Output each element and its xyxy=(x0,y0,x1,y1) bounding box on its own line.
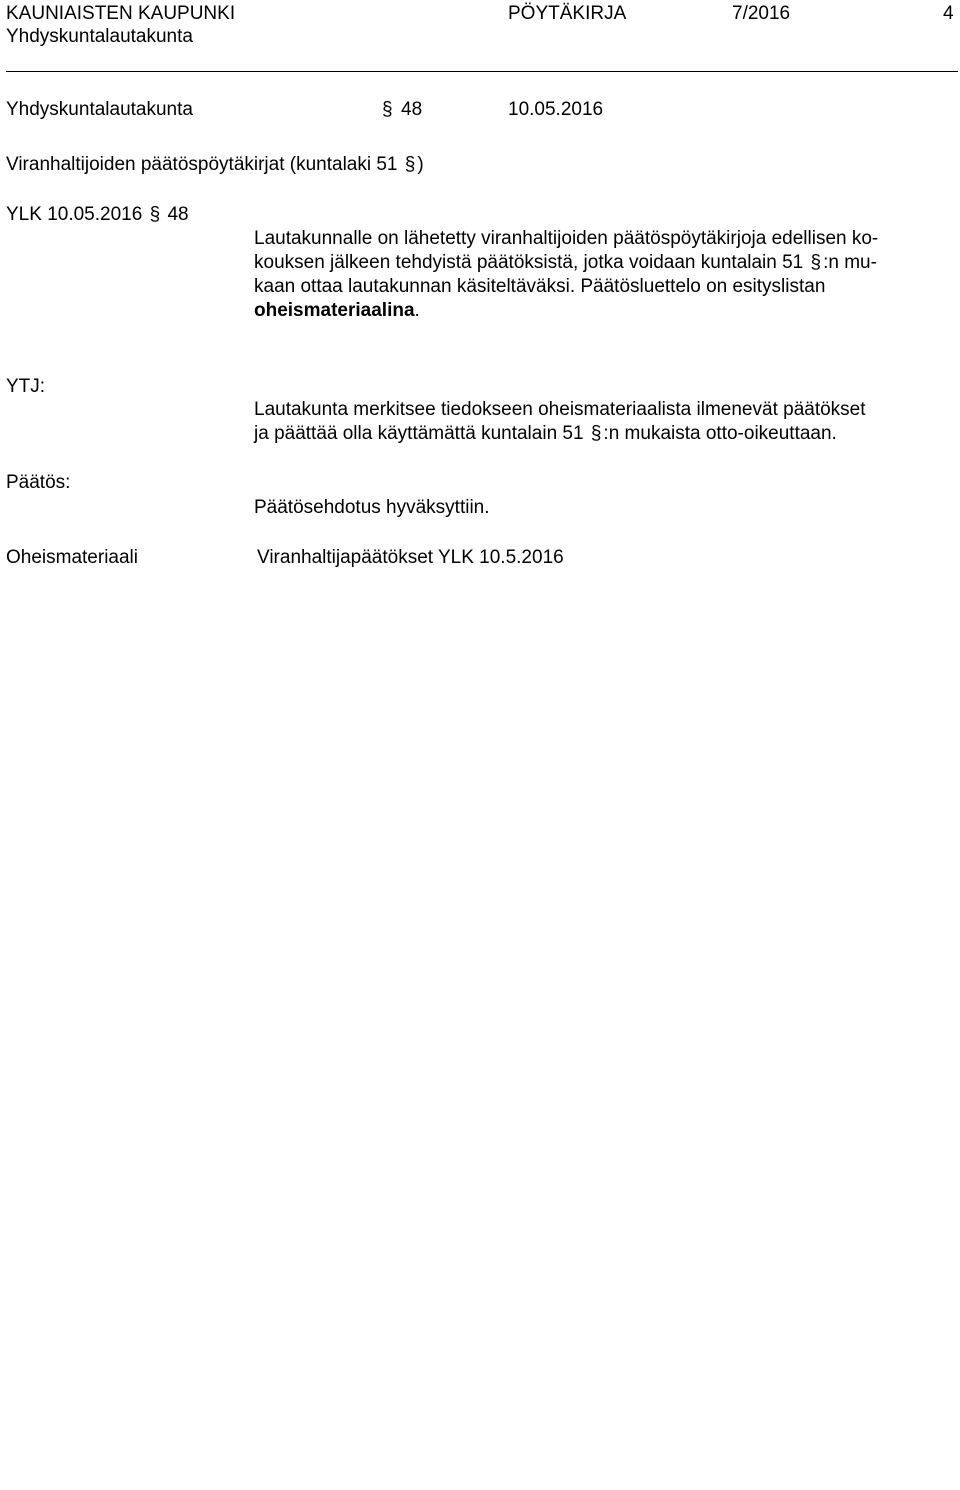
section-symbol: § xyxy=(590,423,602,444)
meeting-committee: Yhdyskuntalautakunta xyxy=(6,99,193,120)
attachment-text: Viranhaltijapäätökset YLK 10.5.2016 xyxy=(257,547,564,568)
municipality-name: KAUNIAISTEN KAUPUNKI xyxy=(6,3,236,24)
page-number: 4 xyxy=(943,3,954,24)
proposal-text xyxy=(254,398,954,446)
meeting-date: 10.05.2016 xyxy=(508,99,604,120)
case-description-text: kouksen jälkeen tehdyistä päätöksistä, jotka voidaan kuntalain 51 xyxy=(254,252,804,273)
decision-text: Päätösehdotus hyväksyttiin. xyxy=(254,497,490,518)
case-description-text: . xyxy=(414,300,420,321)
case-description-line xyxy=(254,251,954,275)
case-description-text: :n mu- xyxy=(823,252,877,273)
subject-section-symbol: § xyxy=(404,154,416,175)
proposal-line: Lautakunta merkitsee tiedokseen oheismateriaalista ilmenevät päätökset xyxy=(254,399,866,420)
proposal-text-part: :n mukaista otto-oikeuttaan. xyxy=(603,423,837,444)
subject-title-suffix: ) xyxy=(417,154,424,175)
attachment-reference: oheismateriaalina xyxy=(254,300,415,321)
header-committee: Yhdyskuntalautakunta xyxy=(6,26,193,47)
section-symbol: § xyxy=(382,99,393,120)
proposal-line xyxy=(254,422,954,446)
subject-title-prefix: Viranhaltijoiden päätöspöytäkirjat (kuntalaki 51 xyxy=(6,154,398,175)
section-symbol: § xyxy=(810,252,822,273)
case-reference-number: 48 xyxy=(167,204,189,225)
proposal-text-part: ja päättää olla käyttämättä kuntalain 51 xyxy=(254,423,584,444)
proposal-label: YTJ: xyxy=(6,376,46,397)
case-description-line xyxy=(254,299,954,323)
case-description xyxy=(254,227,954,323)
case-reference-prefix: YLK 10.05.2016 xyxy=(6,204,143,225)
document-number: 7/2016 xyxy=(732,3,791,24)
document-type: PÖYTÄKIRJA xyxy=(508,3,627,24)
subject-title xyxy=(6,153,424,177)
attachment-label: Oheismateriaali xyxy=(6,547,138,568)
decision-label: Päätös: xyxy=(6,472,71,493)
case-description-line: kaan ottaa lautakunnan käsiteltäväksi. Päätösluettelo on esityslistan xyxy=(254,276,826,297)
case-description-line: Lautakunnalle on lähetetty viranhaltijoiden päätöspöytäkirjoja edellisen ko- xyxy=(254,228,879,249)
case-reference-section-symbol: § xyxy=(149,204,161,225)
case-reference xyxy=(6,203,189,227)
header-divider xyxy=(6,71,958,72)
section-number: 48 xyxy=(401,99,423,120)
